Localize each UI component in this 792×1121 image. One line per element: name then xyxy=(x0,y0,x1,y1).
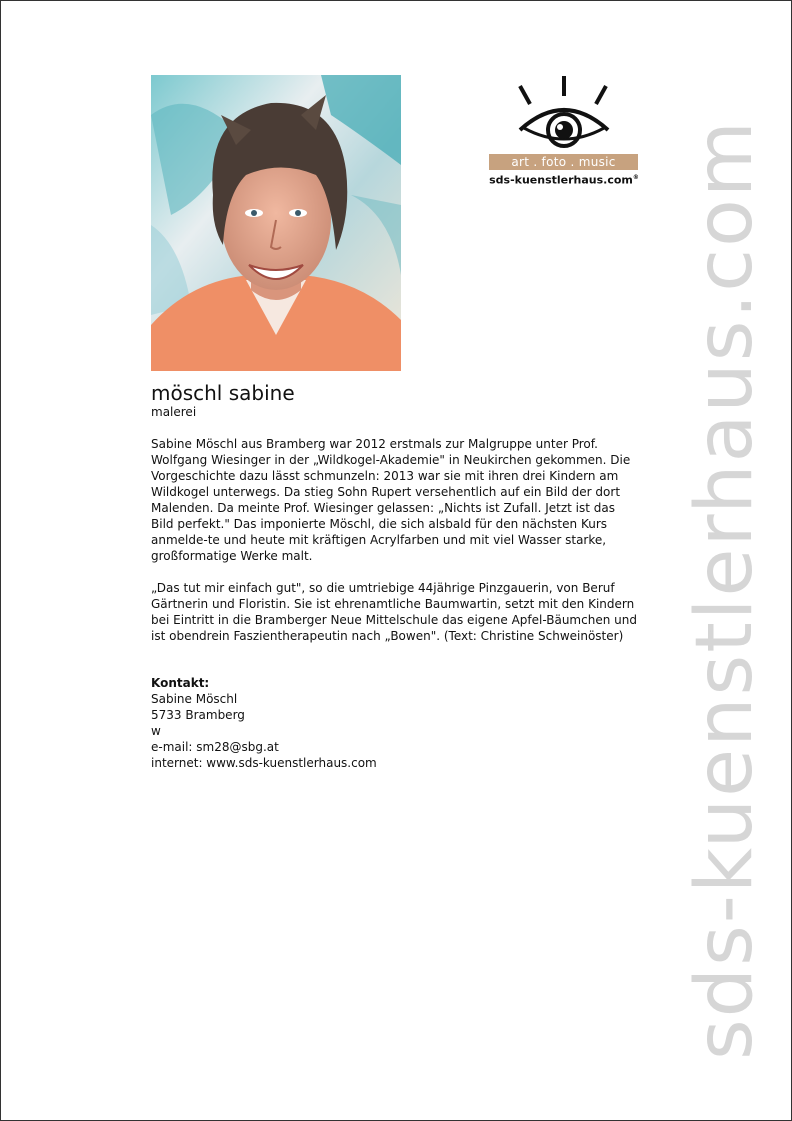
bio-paragraph-1: Sabine Möschl aus Bramberg war 2012 erstmals zur Malgruppe unter Prof. Wolfgang Wiesinger in der „Wildkogel-Akademie" in Neukirchen gekommen. Die Vorgeschichte dazu lässt schmunzeln: 2013 war sie mit ihren drei Kindern am Wildkogel unterwegs. Da stieg Sohn Rupert versehentlich auf ein Bild der dort Malenden. Da meinte Prof. Wiesinger gelassen: „Nichts ist Zufall. Jetzt ist das Bild perfekt." Das imponierte Möschl, die sich alsbald für den nächsten Kurs anmelde-te und heute mit kräftigen Acrylfarben und mit viel Wasser starke, großformatige Werke malt. xyxy=(151,437,631,563)
eye-icon xyxy=(488,72,640,152)
registered-mark: ® xyxy=(632,174,639,181)
logo-tagline: art . foto . music xyxy=(489,154,638,170)
vertical-brand-text: sds-kuenstlerhaus.com xyxy=(680,119,770,1060)
logo-url-text: sds-kuenstlerhaus.com xyxy=(489,173,633,187)
bio-paragraph-2: „Das tut mir einfach gut", so die umtriebige 44jährige Pinzgauerin, von Beruf Gärtnerin und Floristin. Sie ist ehrenamtliche Baumwartin, setzt mit den Kindern bei Eintritt in die Bramberger Neue Mittelschule das eigene Apfel-Bäumchen und ist obendrein Faszientherapeutin nach „Bowen". (Text: Christine Schweinöster) xyxy=(151,581,637,643)
contact-address: 5733 Bramberg xyxy=(151,708,245,722)
contact-email[interactable]: e-mail: sm28@sbg.at xyxy=(151,740,279,754)
logo-url xyxy=(488,171,640,187)
portrait-photo xyxy=(151,75,401,371)
biography xyxy=(151,436,641,660)
contact-block xyxy=(151,675,551,771)
contact-phone: w xyxy=(151,724,161,738)
contact-name: Sabine Möschl xyxy=(151,692,238,706)
contact-internet[interactable]: internet: www.sds-kuenstlerhaus.com xyxy=(151,756,377,770)
artist-discipline: malerei xyxy=(151,405,197,419)
artist-name: möschl sabine xyxy=(151,381,295,405)
brand-logo xyxy=(488,72,640,187)
contact-heading: Kontakt: xyxy=(151,676,210,690)
